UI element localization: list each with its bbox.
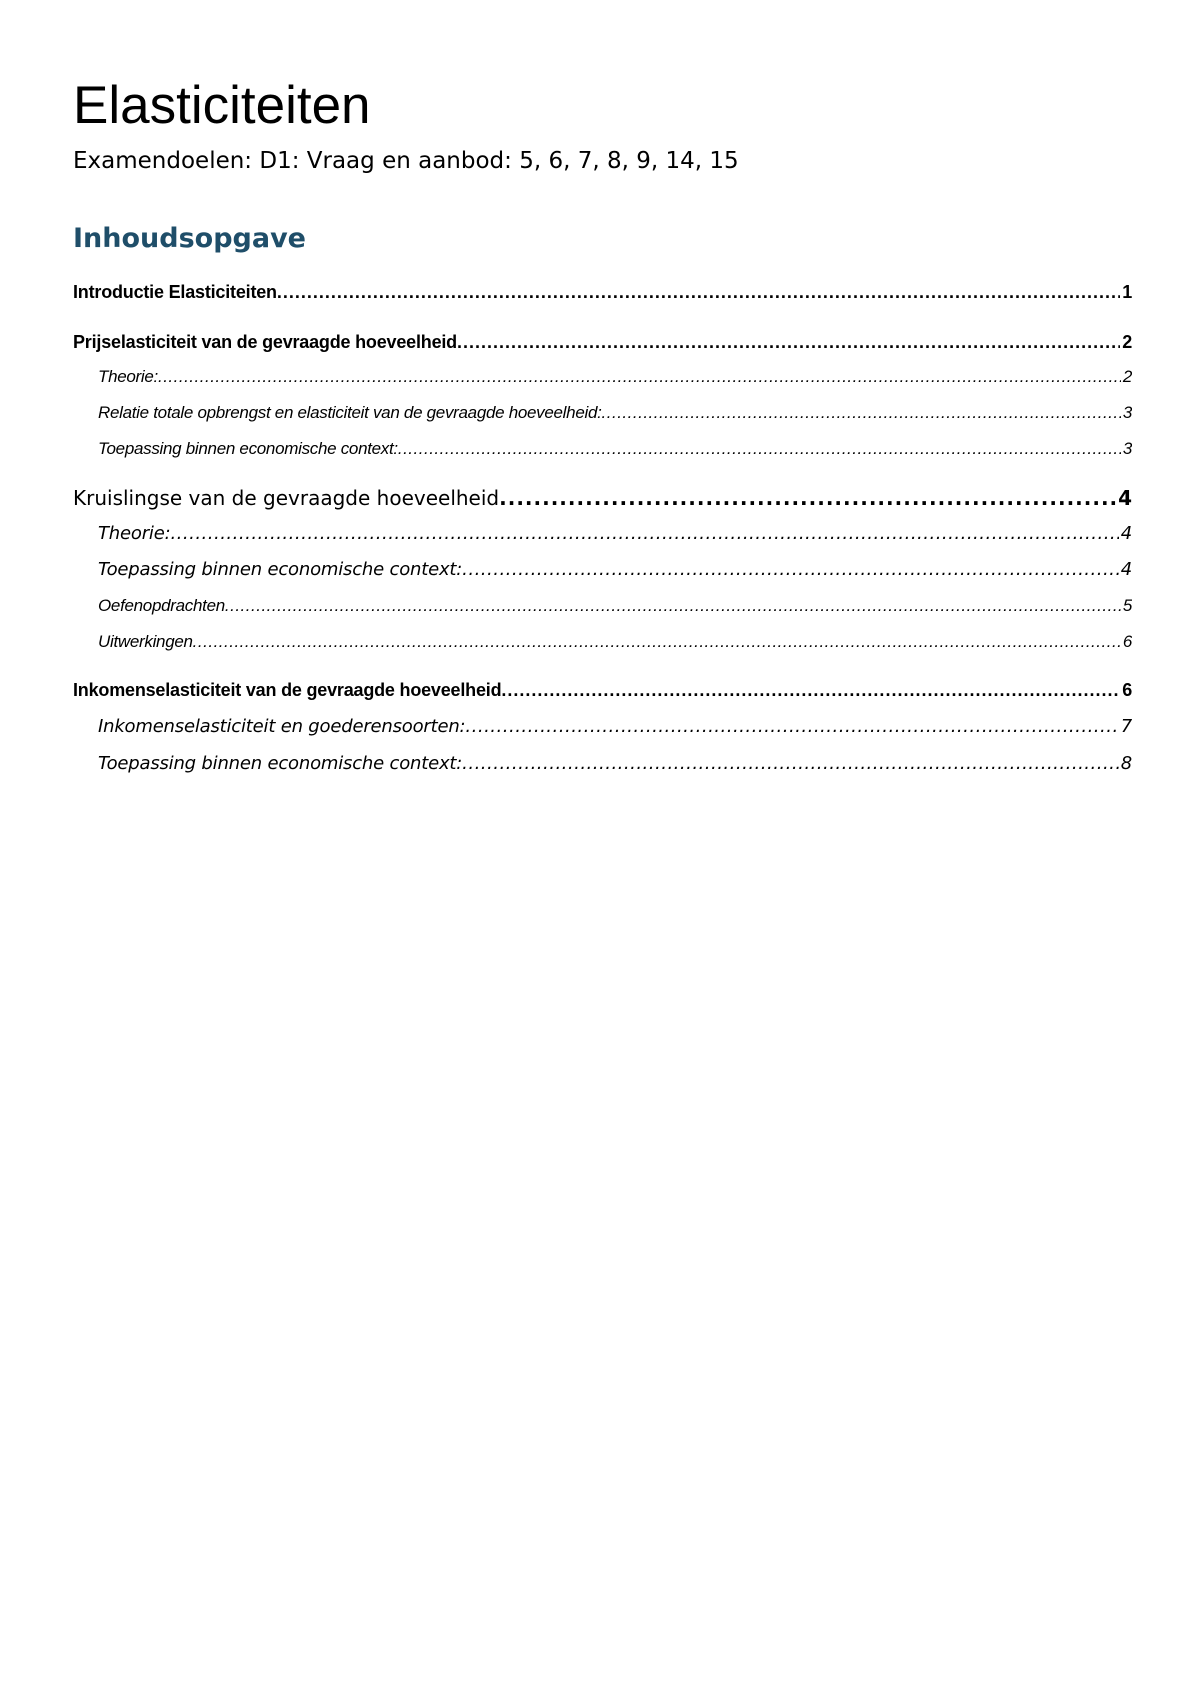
toc-leader-dots — [501, 680, 1120, 701]
toc-entry-relatie-totale-opbrengst[interactable] — [98, 403, 1132, 433]
toc-entry-introductie[interactable] — [73, 282, 1132, 312]
toc-entry-label: Theorie: — [98, 523, 171, 544]
toc-entry-label: Inkomenselasticiteit van de gevraagde hoeveelheid — [73, 680, 502, 700]
toc-entry-page: 3 — [1122, 403, 1132, 422]
toc-entry-label: Relatie totale opbrengst en elasticiteit van de gevraagde hoeveelheid: — [98, 403, 602, 422]
toc-entry-page: 4 — [1120, 523, 1132, 544]
toc-entry-inkomenselasticiteit[interactable] — [73, 680, 1132, 710]
toc-entry-page: 3 — [1122, 439, 1132, 458]
toc-entry-page: 7 — [1120, 716, 1132, 737]
toc-entry-uitwerkingen[interactable] — [98, 632, 1132, 662]
toc-leader-dots — [462, 753, 1119, 774]
toc-leader-dots — [462, 559, 1119, 580]
toc-entry-toepassing-1[interactable] — [98, 439, 1132, 469]
toc-entry-label: Uitwerkingen — [98, 632, 193, 651]
toc-entry-theorie-2[interactable] — [98, 523, 1132, 553]
toc-leader-dots — [170, 523, 1118, 544]
document-subtitle: Examendoelen: D1: Vraag en aanbod: 5, 6, 7, 8, 9, 14, 15 — [73, 148, 739, 174]
toc-entry-theorie-1[interactable] — [98, 367, 1132, 397]
toc-entry-toepassing-3[interactable] — [98, 753, 1132, 783]
toc-leader-dots — [225, 596, 1121, 616]
toc-entry-oefenopdrachten[interactable] — [98, 596, 1132, 626]
toc-entry-label: Prijselasticiteit van de gevraagde hoeveelheid — [73, 332, 457, 352]
toc-entry-page: 6 — [1122, 680, 1132, 700]
toc-entry-page: 1 — [1122, 282, 1132, 302]
toc-entry-toepassing-2[interactable] — [98, 559, 1132, 589]
toc-entry-label: Kruislingse van de gevraagde hoeveelheid — [73, 486, 500, 510]
toc-entry-page: 8 — [1120, 753, 1132, 774]
toc-entry-kruislingse[interactable] — [73, 486, 1132, 516]
document-title: Elasticiteiten — [73, 76, 371, 135]
toc-entry-label: Toepassing binnen economische context: — [98, 753, 463, 774]
toc-leader-dots — [602, 403, 1121, 423]
toc-leader-dots — [499, 486, 1116, 510]
toc-entry-label: Theorie: — [98, 367, 158, 386]
toc-entry-page: 4 — [1120, 559, 1132, 580]
toc-leader-dots — [457, 332, 1120, 353]
toc-entry-page: 6 — [1122, 632, 1132, 651]
toc-leader-dots — [465, 716, 1118, 737]
toc-entry-label: Oefenopdrachten — [98, 596, 225, 615]
toc-leader-dots — [158, 367, 1121, 387]
toc-entry-page: 4 — [1118, 486, 1132, 510]
toc-entry-page: 2 — [1122, 332, 1132, 352]
toc-entry-label: Toepassing binnen economische context: — [98, 439, 398, 458]
toc-entry-label: Introductie Elasticiteiten — [73, 282, 277, 302]
toc-entry-label: Inkomenselasticiteit en goederensoorten: — [98, 716, 466, 737]
toc-entry-page: 2 — [1122, 367, 1132, 386]
toc-heading: Inhoudsopgave — [73, 223, 306, 254]
toc-entry-label: Toepassing binnen economische context: — [98, 559, 463, 580]
toc-entry-goederensoorten[interactable] — [98, 716, 1132, 746]
toc-leader-dots — [193, 632, 1121, 652]
toc-leader-dots — [398, 439, 1121, 459]
toc-leader-dots — [277, 282, 1120, 303]
toc-entry-page: 5 — [1122, 596, 1132, 615]
toc-entry-prijselasticiteit[interactable] — [73, 332, 1132, 362]
